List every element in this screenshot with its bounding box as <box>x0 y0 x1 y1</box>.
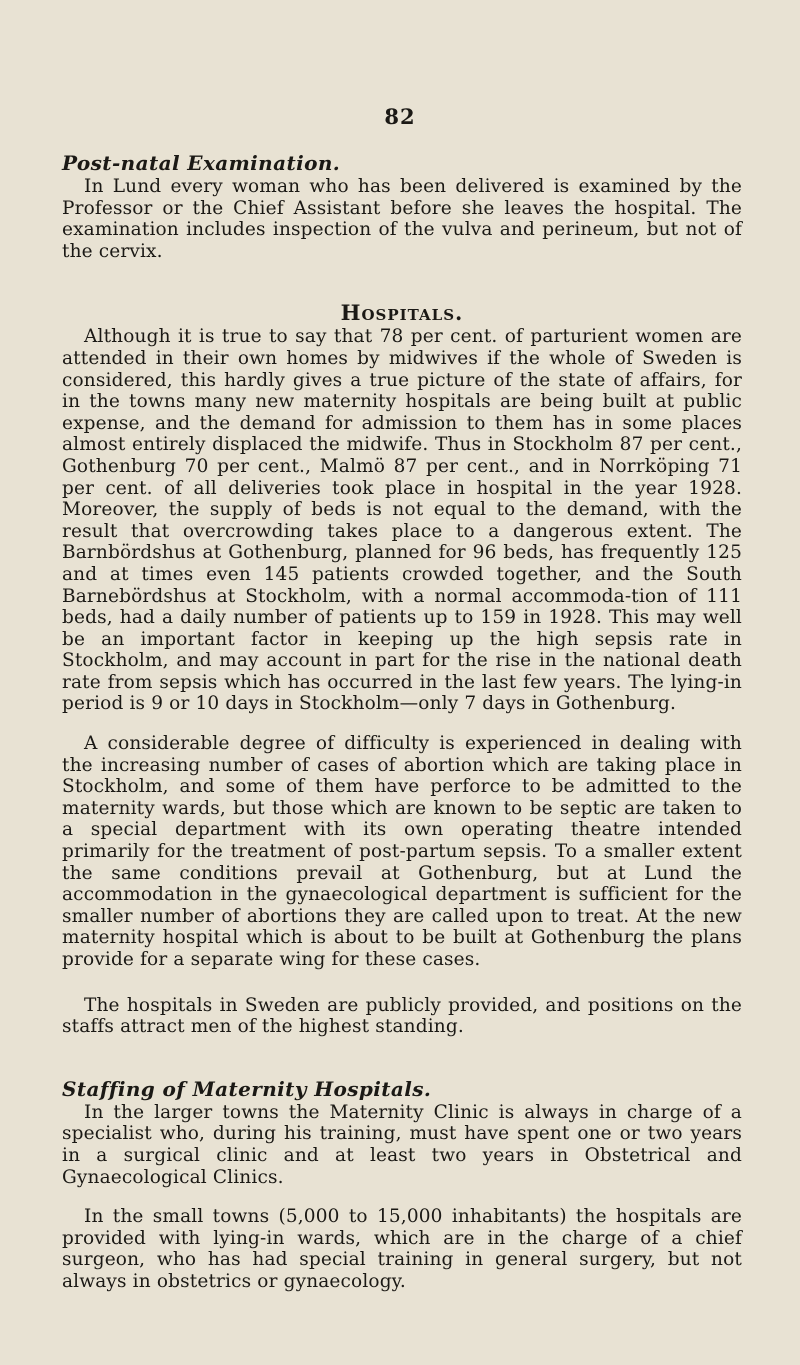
paragraph-hospitals-2: A considerable degree of difficulty is experienced in dealing with the increasing number of cases of abortion which are taking place in Stockholm, and some of them have perforce to be admitted to the maternity wards, but those which are known to be septic are taken to a special department with its own operating theatre intended primarily for the treatment of post-partum sepsis. To a smaller extent the same conditions prevail at Gothenburg, but at Lund the accommodation in the gynaecological department is sufficient for the smaller number of abortions they are called upon to treat. At the new maternity hospital which is about to be built at Gothenburg the plans provide for a separate wing for these cases. <box>62 733 742 970</box>
paragraph-hospitals-3: The hospitals in Sweden are publicly provided, and positions on the staffs attract men of the highest standing. <box>62 994 742 1038</box>
page-body <box>62 150 742 1293</box>
paragraph-staffing-1: In the larger towns the Maternity Clinic is always in charge of a specialist who, during his training, must have spent one or two years in a surgical clinic and at least two years in Obstetrical and Gynaecological Clinics. <box>62 1101 742 1188</box>
heading-post-natal-examination: Post-natal Examination. <box>62 151 341 175</box>
page-number: 82 <box>384 104 416 129</box>
paragraph-staffing-2: In the small towns (5,000 to 15,000 inhabitants) the hospitals are provided with lying-in wards, which are in the charge of a chief surgeon, who has had special training in general surgery, but not always in obstetrics or gynaecology. <box>62 1206 742 1292</box>
paragraph-post-natal-1: In Lund every woman who has been delivered is examined by the Professor or the Chief Assistant before she leaves the hospital. The examination includes inspection of the vulva and perineum, but not of the cervix. <box>62 176 742 262</box>
heading-staffing-of-maternity-hospitals: Staffing of Maternity Hospitals. <box>62 1076 432 1101</box>
heading-hospitals: Hospitals. <box>340 300 464 326</box>
paragraph-hospitals-1: Although it is true to say that 78 per cent. of parturient women are attended in their own homes by midwives if the whole of Sweden is considered, this hardly gives a true picture of the state of affairs, for in the towns many new maternity hospitals are being built at public expense, and the demand for admission to them has in some places almost entirely displaced the midwife. Thus in Stockholm 87 per cent., Gothenburg 70 per cent., Malmö 87 per cent., and in Norrköping 71 per cent. of all deliveries took place in hospital in the year 1928. Moreover, the supply of beds is not equal to the demand, with the result that overcrowding takes place to a dangerous extent. The Barnbördshus at Gothenburg, planned for 96 beds, has frequently 125 and at times even 145 patients crowded together, and the South Barnebördshus at Stockholm, with a normal accommoda-tion of 111 beds, had a daily number of patients up to 159 in 1928. This may well be an important factor in keeping up the high sepsis rate in Stockholm, and may account in part for the rise in the national death rate from sepsis which has occurred in the last few years. The lying-in period is 9 or 10 days in Stockholm—only 7 days in Gothenburg. <box>62 326 742 715</box>
